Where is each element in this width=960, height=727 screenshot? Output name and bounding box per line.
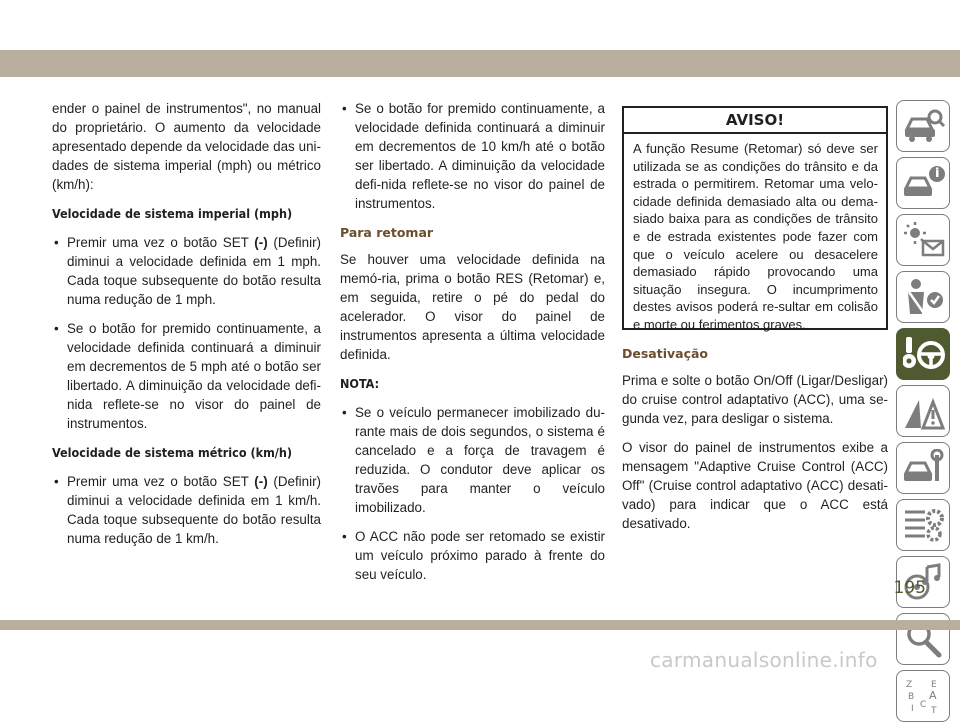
subheading-imperial: Velocidade de sistema imperial (mph) (52, 206, 293, 221)
index-letter: I (911, 704, 914, 714)
index-letter: B (908, 692, 915, 702)
bullet-item: • Se o botão for premido continuamente, a velocidade definida continuará a diminuir em decrementos de 5 mph até o botão ser libertado. A diminuição da velocidade defi-nida reflete-se no visor do painel de instrumentos. (52, 319, 321, 433)
paragraph: Prima e solte o botão On/Off (Ligar/Desligar) do cruise control adaptativo (ACC), uma se-gunda vez, para desligar o sistema. (622, 373, 888, 426)
paragraph: O visor do painel de instrumentos exibe a mensagem "Adaptive Cruise Control (ACC) Off" (Cruise control adaptativo (ACC) desati-vado) para indicar que o ACC está desativado. (622, 440, 888, 531)
subheading-metric: Velocidade de sistema métrico (km/h) (52, 445, 293, 460)
bullet-item: • Se o botão for premido continuamente, a velocidade definida continuará a diminuir em decrementos de 10 km/h até o botão ser libertado. A diminuição da velocidade defi-nida reflete-se no visor do painel de instrumentos. (340, 99, 605, 213)
tab-car-info[interactable] (896, 157, 950, 209)
steering-wheel-key-icon (903, 335, 945, 373)
warning-title: AVISO! (624, 108, 886, 134)
column-2 (340, 99, 605, 594)
paragraph: ender o painel de instrumentos", no manual do proprietário. O aumento da velocidade apresentado depende da velocidade das uni-dades de sistema imperial (mph) ou métrico (km/h): (52, 101, 321, 192)
tab-car-search[interactable] (896, 100, 950, 152)
column-1 (52, 99, 321, 558)
column-3 (622, 338, 888, 543)
chapter-tabs (896, 100, 952, 727)
tab-wrench-car[interactable] (896, 442, 950, 494)
index-letter: Z (906, 680, 913, 690)
tab-specs[interactable] (896, 499, 950, 551)
hazard-road-icon (903, 392, 945, 430)
warning-lights-icon (903, 221, 945, 259)
bullet-item: • Se o veículo permanecer imobilizado du-rante mais de dois segundos, o sistema é cancelado e a força de travagem é reduzida. O condutor deve aplicar os travões para manter o veículo imobilizado. (340, 403, 605, 517)
warning-text: A função Resume (Retomar) só deve ser utilizada se as condições do trânsito e da estrada o permitirem. Retomar uma velo-cidade definida demasiado alta ou dema-siado baixa para as condições de trânsito e de estrada existentes pode fazer com que o veículo acelere ou desacelere demasiado rápido provocando uma situação insegura. O incumprimento destes avisos poderá re-sultar em colisão e morte ou ferimentos graves. (633, 141, 878, 332)
bullet-item: • Premir uma vez o botão SET (-) (Definir) diminui a velocidade definida em 1 km/h. Cada toque subsequente do botão resulta numa redução de 1 km/h. (52, 472, 321, 548)
top-header-band (0, 50, 960, 77)
bullet-item: • Premir uma vez o botão SET (-) (Definir) diminui a velocidade definida em 1 mph. Cada toque subsequente do botão resulta numa redução de 1 mph. (52, 233, 321, 309)
paragraph: Se houver uma velocidade definida na memó-ria, prima o botão RES (Retomar) e, em seguida, retire o pé do pedal do acelerador. O visor do painel de instrumentos apresenta a última velocidade definida. (340, 252, 605, 362)
specs-gear-icon (903, 506, 945, 544)
index-letter: A (929, 689, 937, 702)
car-search-icon (903, 107, 945, 145)
bottom-footer-band (0, 620, 960, 630)
warning-box (622, 106, 888, 330)
tab-warning-lights[interactable] (896, 214, 950, 266)
index-letter: T (931, 706, 937, 715)
section-heading-resume: Para retomar (340, 225, 434, 240)
car-info-icon (903, 164, 945, 202)
seatbelt-airbag-icon (903, 278, 945, 316)
index-letters-icon (903, 677, 945, 715)
wrench-car-icon (903, 449, 945, 487)
section-heading-deactivation: Desativação (622, 346, 709, 361)
tab-seatbelt-airbag[interactable] (896, 271, 950, 323)
note-label: NOTA: (340, 376, 380, 391)
index-letter: C (920, 700, 927, 710)
index-letter: E (931, 680, 937, 690)
tab-hazard-road[interactable] (896, 385, 950, 437)
bullet-item: • O ACC não pode ser retomado se existir um veículo próximo parado à frente do seu veículo. (340, 527, 605, 584)
watermark: carmanualsonline.info (650, 648, 878, 672)
page-number: 195 (893, 578, 926, 598)
tab-starting-operating[interactable] (896, 328, 950, 380)
